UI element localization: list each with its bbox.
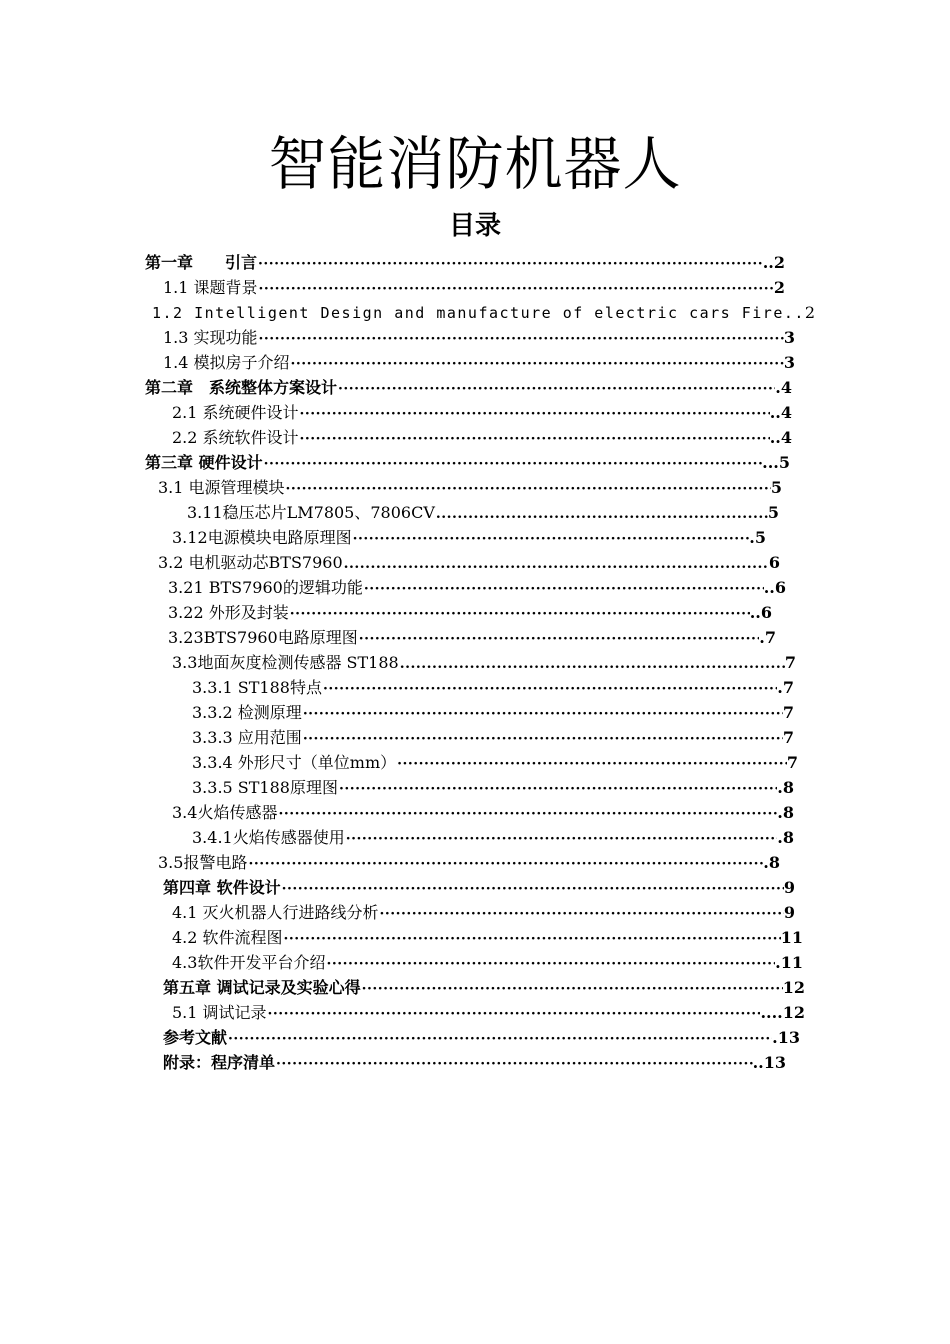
toc-entry-page: 3 <box>783 353 795 372</box>
toc-entry-page: ..2 <box>762 253 785 272</box>
toc-entry[interactable] <box>168 600 772 625</box>
toc-entry[interactable] <box>172 800 794 825</box>
toc-leader-dots <box>338 777 777 802</box>
toc-entry-label: 4.2 软件流程图 <box>172 928 283 947</box>
toc-leader-dots <box>263 452 763 477</box>
toc-entry-label: 第一章 引言 <box>145 253 258 272</box>
toc-entry-page: .8 <box>777 803 794 822</box>
toc-entry-page: ...5 <box>762 453 790 472</box>
toc-entry[interactable] <box>172 1000 805 1025</box>
toc-leader-dots <box>227 1027 772 1052</box>
toc-leader-dots <box>275 1052 753 1077</box>
toc-heading: 目录 <box>448 211 501 241</box>
toc-entry[interactable] <box>172 950 803 975</box>
toc-leader-dots <box>247 852 763 877</box>
toc-leader-dots <box>345 827 778 852</box>
toc-entry-page: ..4 <box>769 428 792 447</box>
toc-entry[interactable] <box>152 300 816 325</box>
toc-entry[interactable] <box>192 825 794 850</box>
toc-entry-page: .7 <box>759 628 776 647</box>
toc-entry-page: ....12 <box>760 1003 805 1022</box>
toc-entry-label: 1.1 课题背景 <box>163 278 258 297</box>
toc-entry-label: 4.1 灭火机器人行进路线分析 <box>172 903 379 922</box>
toc-entry[interactable] <box>158 850 780 875</box>
toc-entry-page: .7 <box>777 678 794 697</box>
toc-entry-label: 3.5报警电路 <box>158 853 248 872</box>
toc-entry-label: 3.2 电机驱动芯BTS7960 <box>158 553 343 572</box>
toc-entry-page: 7 <box>786 753 798 772</box>
toc-entry-label: 3.12电源模块电路原理图 <box>172 528 352 547</box>
toc-entry-label: 5.1 调试记录 <box>172 1003 267 1022</box>
toc-leader-dots <box>257 252 763 277</box>
toc-entry-page: ..6 <box>763 578 786 597</box>
toc-entry-page: ..13 <box>752 1053 786 1072</box>
toc-entry-page: .4 <box>775 378 792 397</box>
toc-entry[interactable] <box>163 350 795 375</box>
toc-leader-dots <box>361 977 783 1002</box>
toc-entry-label: 1.3 实现功能 <box>163 328 258 347</box>
toc-entry[interactable] <box>187 500 779 525</box>
toc-entry-page: 11 <box>780 928 803 947</box>
toc-entry-page: 7 <box>784 653 796 672</box>
toc-leader-dots <box>337 377 775 402</box>
toc-entry-label: 2.2 系统软件设计 <box>172 428 299 447</box>
toc-entry-label: 3.3.1 ST188特点 <box>192 678 322 697</box>
toc-entry-page: 3 <box>783 328 795 347</box>
toc-entry-label: 3.22 外形及封装 <box>168 603 289 622</box>
toc-leader-dots <box>435 502 768 527</box>
toc-entry-label: 3.3.2 检测原理 <box>192 703 302 722</box>
toc-entry-label: 3.3.3 应用范围 <box>192 728 302 747</box>
toc-leader-dots <box>281 877 784 902</box>
toc-entry-page: 2 <box>804 303 816 322</box>
toc-entry-page: ..6 <box>749 603 772 622</box>
toc-entry-chapter-2[interactable] <box>145 375 792 400</box>
toc-entry-label: 3.3.4 外形尺寸（单位mm） <box>192 753 397 772</box>
toc-entry-label: 3.3地面灰度检测传感器 ST188 <box>172 653 399 672</box>
toc-leader-dots <box>283 927 781 952</box>
toc-entry-page: 9 <box>783 903 795 922</box>
toc-entry-appendix[interactable] <box>163 1050 786 1075</box>
toc-entry-page: .8 <box>777 828 794 847</box>
toc-leader-dots <box>302 702 783 727</box>
toc-entry[interactable] <box>172 525 766 550</box>
toc-leader-dots <box>363 577 764 602</box>
toc-entry-page: ..4 <box>769 403 792 422</box>
toc-leader-dots <box>289 602 750 627</box>
toc-entry[interactable] <box>172 900 795 925</box>
toc-entry-page: .13 <box>772 1028 800 1047</box>
toc-entry-label: 3.3.5 ST188原理图 <box>192 778 338 797</box>
toc-entry-page: .8 <box>763 853 780 872</box>
toc-entry-label: 1.2 Intelligent Design and manufacture of electric cars Fire.. <box>152 304 805 322</box>
toc-entry-label: 3.11稳压芯片LM7805、7806CV <box>187 503 435 522</box>
toc-entry-chapter-4[interactable] <box>163 875 795 900</box>
toc-entry-label: 3.21 BTS7960的逻辑功能 <box>168 578 363 597</box>
toc-leader-dots <box>396 752 787 777</box>
toc-entry-label: 第二章 系统整体方案设计 <box>145 378 338 397</box>
toc-leader-dots <box>322 677 777 702</box>
toc-entry-label: 参考文献 <box>163 1028 228 1047</box>
toc-leader-dots <box>299 427 770 452</box>
toc-entry-label: 4.3软件开发平台介绍 <box>172 953 326 972</box>
toc-leader-dots <box>302 727 783 752</box>
toc-entry[interactable] <box>192 775 794 800</box>
toc-entry-chapter-5[interactable] <box>163 975 805 1000</box>
toc-entry[interactable] <box>172 400 792 425</box>
toc-entry-label: 3.4火焰传感器 <box>172 803 278 822</box>
toc-entry[interactable] <box>158 475 782 500</box>
toc-leader-dots <box>358 627 760 652</box>
toc-leader-dots <box>352 527 750 552</box>
toc-leader-dots <box>290 352 784 377</box>
toc-entry-page: 7 <box>782 703 794 722</box>
toc-entry[interactable] <box>172 425 792 450</box>
toc-entry-page: .11 <box>775 953 803 972</box>
toc-entry-label: 附录：程序清单 <box>163 1053 276 1072</box>
toc-entry-page: 6 <box>768 553 780 572</box>
toc-entry[interactable] <box>168 625 776 650</box>
toc-leader-dots <box>277 802 777 827</box>
toc-entry-page: 2 <box>773 278 785 297</box>
toc-leader-dots <box>343 552 769 577</box>
toc-entry[interactable] <box>192 750 798 775</box>
toc-entry-page: 5 <box>767 503 779 522</box>
document-title: 智能消防机器人 <box>268 130 682 198</box>
toc-entry-label: 3.4.1火焰传感器使用 <box>192 828 345 847</box>
toc-entry[interactable] <box>163 275 785 300</box>
toc-entry-page: 9 <box>783 878 795 897</box>
toc-leader-dots <box>258 277 774 302</box>
toc-leader-dots <box>285 477 771 502</box>
toc-entry[interactable] <box>192 700 794 725</box>
toc-entry-label: 3.1 电源管理模块 <box>158 478 285 497</box>
toc-leader-dots <box>325 952 775 977</box>
toc-entry-label: 2.1 系统硬件设计 <box>172 403 299 422</box>
toc-entry[interactable] <box>172 925 803 950</box>
toc-entry[interactable] <box>163 325 795 350</box>
toc-leader-dots <box>399 652 785 677</box>
toc-entry-page: 12 <box>782 978 805 997</box>
toc-entry[interactable] <box>168 575 786 600</box>
toc-entry-label: 1.4 模拟房子介绍 <box>163 353 290 372</box>
toc-leader-dots <box>379 902 784 927</box>
toc-entry-label: 第三章 硬件设计 <box>145 453 263 472</box>
toc-entry-label: 第四章 软件设计 <box>163 878 281 897</box>
toc-entry-references[interactable] <box>163 1025 800 1050</box>
toc-entry-chapter-3[interactable] <box>145 450 790 475</box>
toc-leader-dots <box>258 327 784 352</box>
toc-entry-page: 7 <box>782 728 794 747</box>
toc-entry[interactable] <box>192 725 794 750</box>
toc-entry-chapter-1[interactable] <box>145 250 785 275</box>
toc-entry[interactable] <box>158 550 780 575</box>
toc-entry-label: 3.23BTS7960电路原理图 <box>168 628 358 647</box>
toc-entry-page: .5 <box>749 528 766 547</box>
toc-leader-dots <box>299 402 770 427</box>
toc-leader-dots <box>267 1002 761 1027</box>
toc-entry-page: .8 <box>777 778 794 797</box>
toc-entry[interactable] <box>192 675 794 700</box>
toc-entry[interactable] <box>172 650 796 675</box>
toc-entry-label: 第五章 调试记录及实验心得 <box>163 978 361 997</box>
toc-entry-page: 5 <box>770 478 782 497</box>
